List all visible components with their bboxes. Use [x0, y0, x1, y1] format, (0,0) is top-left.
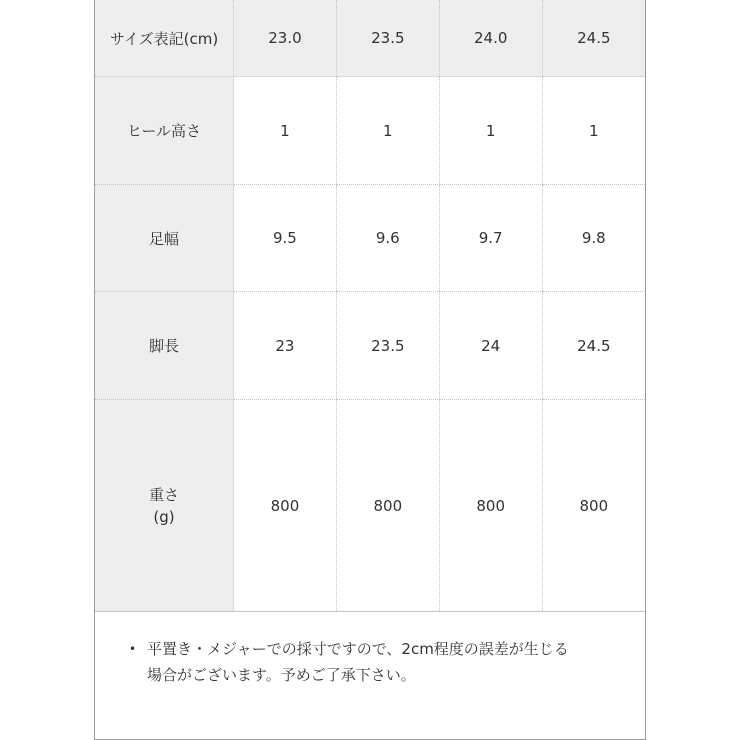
row-label-foot-length: 脚長: [95, 292, 234, 400]
table-cell: 800: [542, 400, 645, 612]
table-row: [95, 77, 645, 185]
note-line-2: 場合がございます。予めご了承下さい。: [147, 666, 416, 684]
row-label-foot-width: 足幅: [95, 185, 234, 292]
table-row: [95, 185, 645, 292]
table-row: [95, 292, 645, 400]
size-cell: 23.0: [234, 0, 337, 77]
table-cell: 1: [234, 77, 337, 185]
bullet-icon: •: [129, 642, 137, 656]
table-cell: 800: [336, 400, 439, 612]
row-label-heel-height: ヒール高さ: [95, 77, 234, 185]
size-label-cell: サイズ表記(cm): [95, 0, 234, 77]
row-label-weight-unit: (g): [153, 507, 175, 526]
table-cell: 9.5: [234, 185, 337, 292]
size-cell: 24.5: [542, 0, 645, 77]
table-cell: 9.6: [336, 185, 439, 292]
table-cell: 800: [234, 400, 337, 612]
table-row: [95, 400, 645, 612]
row-label-weight-line1: 重さ: [148, 485, 179, 504]
table-cell: 1: [542, 77, 645, 185]
size-chart-frame: [94, 0, 646, 740]
table-cell: 1: [336, 77, 439, 185]
table-cell: 9.7: [439, 185, 542, 292]
table-cell: 23.5: [336, 292, 439, 400]
size-cell: 24.0: [439, 0, 542, 77]
table-cell: 24: [439, 292, 542, 400]
table-cell: 24.5: [542, 292, 645, 400]
table-cell: 1: [439, 77, 542, 185]
note-text: [147, 636, 637, 688]
table-header-row: [95, 0, 645, 77]
table-cell: 800: [439, 400, 542, 612]
size-cell: 23.5: [336, 0, 439, 77]
row-label-weight: [95, 400, 234, 612]
table-cell: 9.8: [542, 185, 645, 292]
table-cell: 23: [234, 292, 337, 400]
size-chart-table: [95, 0, 645, 612]
note-line-1: 平置き・メジャーでの採寸ですので、2cm程度の誤差が生じる: [147, 640, 569, 658]
